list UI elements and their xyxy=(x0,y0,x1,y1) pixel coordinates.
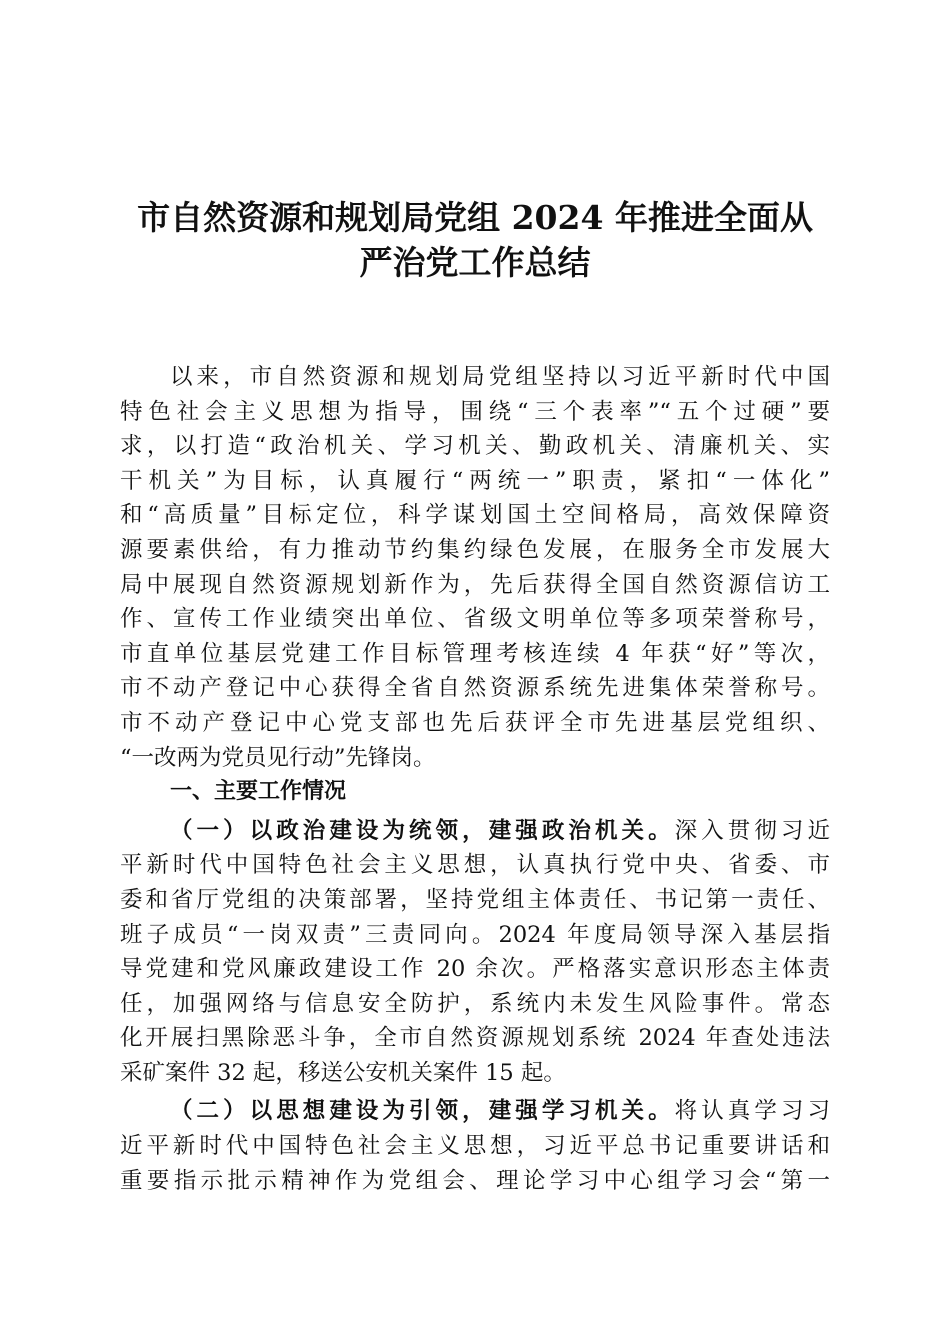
paragraph-line: 求，以打造“政治机关、学习机关、勤政机关、清廉机关、实 xyxy=(120,433,830,460)
paragraph-line: 班子成员“一岗双责”三责同向。2024 年度局领导深入基层指 xyxy=(120,921,830,948)
paragraph-line: 和“高质量”目标定位，科学谋划国土空间格局，高效保障资 xyxy=(120,502,830,529)
paragraph-lead: （一）以政治建设为统领，建强政治机关。 xyxy=(170,817,675,844)
paragraph-line: 导党建和党风廉政建设工作 20 余次。严格落实意识形态主体责 xyxy=(120,956,830,983)
paragraph-line xyxy=(120,1094,830,1129)
paragraph-line: 市不动产登记中心获得全省自然资源系统先进集体荣誉称号。 xyxy=(120,675,830,702)
section-paragraph-ideological xyxy=(120,1094,830,1198)
paragraph-lead: （二）以思想建设为引领，建强学习机关。 xyxy=(170,1098,675,1125)
paragraph-line: 干机关”为目标，认真履行“两统一”职责，紧扣“一体化” xyxy=(120,467,830,494)
paragraph-line: 采矿案件 32 起，移送公安机关案件 15 起。 xyxy=(120,1059,566,1086)
paragraph-line: 委和省厅党组的决策部署，坚持党组主体责任、书记第一责任、 xyxy=(120,886,830,913)
intro-paragraph xyxy=(120,360,830,775)
paragraph-line xyxy=(120,814,830,849)
paragraph-line: 特色社会主义思想为指导，围绕“三个表率”“五个过硬”要 xyxy=(120,398,830,425)
paragraph-line: 化开展扫黑除恶斗争，全市自然资源规划系统 2024 年查处违法 xyxy=(120,1025,830,1052)
paragraph-line: 源要素供给，有力推动节约集约绿色发展，在服务全市发展大 xyxy=(120,536,830,563)
paragraph-line: 作、宣传工作业绩突出单位、省级文明单位等多项荣誉称号， xyxy=(120,606,830,633)
paragraph-line: 局中展现自然资源规划新作为，先后获得全国自然资源信访工 xyxy=(120,571,830,598)
paragraph-line: 以来，市自然资源和规划局党组坚持以习近平新时代中国 xyxy=(170,364,830,390)
paragraph-line: 任，加强网络与信息安全防护，系统内未发生风险事件。常态 xyxy=(120,990,830,1017)
document-body xyxy=(120,360,830,1198)
paragraph-line: 市不动产登记中心党支部也先后获评全市先进基层党组织、 xyxy=(120,709,830,736)
section-heading: 一、主要工作情况 xyxy=(170,779,347,805)
document-title-line-2: 严治党工作总结 xyxy=(359,243,591,282)
paragraph-line: “一改两为党员见行动”先锋岗。 xyxy=(120,744,436,771)
paragraph-line: 平新时代中国特色社会主义思想，认真执行党中央、省委、市 xyxy=(120,852,830,879)
paragraph-line: 近平新时代中国特色社会主义思想，习近平总书记重要讲话和 xyxy=(120,1133,830,1160)
paragraph-text: 将认真学习习 xyxy=(674,1098,830,1125)
section-paragraph-political xyxy=(120,814,830,1091)
document-title-line-1: 市自然资源和规划局党组 2024 年推进全面从 xyxy=(137,198,813,237)
paragraph-line: 市直单位基层党建工作目标管理考核连续 4 年获“好”等次， xyxy=(120,640,830,667)
paragraph-text: 深入贯彻习近 xyxy=(674,817,830,844)
paragraph-line: 重要指示批示精神作为党组会、理论学习中心组学习会“第一 xyxy=(120,1167,830,1194)
